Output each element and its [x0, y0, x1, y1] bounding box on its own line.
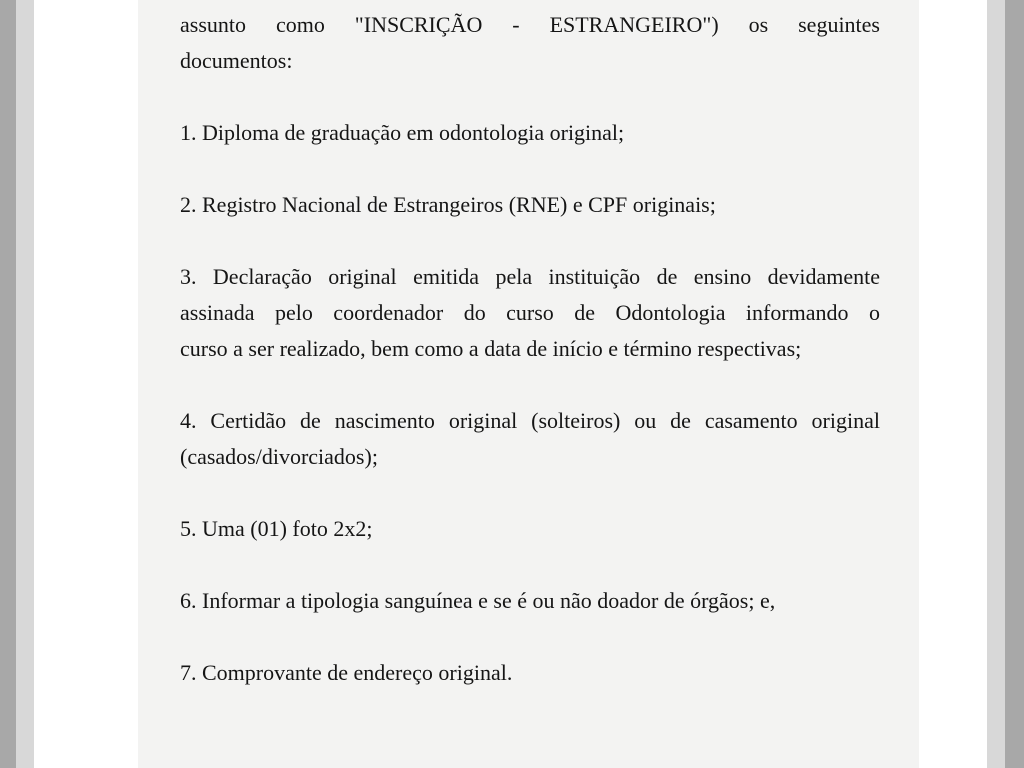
paragraph: [180, 583, 880, 619]
text-line: 7. Comprovante de endereço original.: [180, 660, 513, 685]
text-line: 1. Diploma de graduação em odontologia original;: [180, 120, 625, 145]
left-gutter: [16, 0, 34, 768]
text-line: assunto como "INSCRIÇÃO - ESTRANGEIRO") os seguintes: [180, 12, 880, 37]
left-edge-bar: [0, 0, 16, 768]
text-line: 3. Declaração original emitida pela instituição de ensino devidamente: [180, 264, 880, 289]
text-line: 6. Informar a tipologia sanguínea e se é ou não doador de órgãos; e,: [180, 588, 776, 613]
text-line: curso a ser realizado, bem como a data de início e término respectivas;: [180, 336, 802, 361]
text-line: assinada pelo coordenador do curso de Odontologia informando o: [180, 300, 880, 325]
page-margin-right: [919, 0, 987, 768]
paragraph: [180, 259, 880, 367]
right-gutter: [987, 0, 1005, 768]
paragraph: [180, 187, 880, 223]
paragraph: [180, 511, 880, 547]
text-line: 4. Certidão de nascimento original (solteiros) ou de casamento original: [180, 408, 880, 433]
text-line: 2. Registro Nacional de Estrangeiros (RNE) e CPF originais;: [180, 192, 716, 217]
page-margin-left: [34, 0, 138, 768]
paragraph: [180, 115, 880, 151]
document-text-block: [180, 7, 880, 691]
paragraph: [180, 403, 880, 475]
text-line: documentos:: [180, 48, 293, 73]
paragraph: [180, 655, 880, 691]
text-line: (casados/divorciados);: [180, 444, 378, 469]
document-page: [138, 0, 919, 768]
right-edge-bar: [1005, 0, 1024, 768]
text-line: 5. Uma (01) foto 2x2;: [180, 516, 373, 541]
paragraph: [180, 7, 880, 79]
